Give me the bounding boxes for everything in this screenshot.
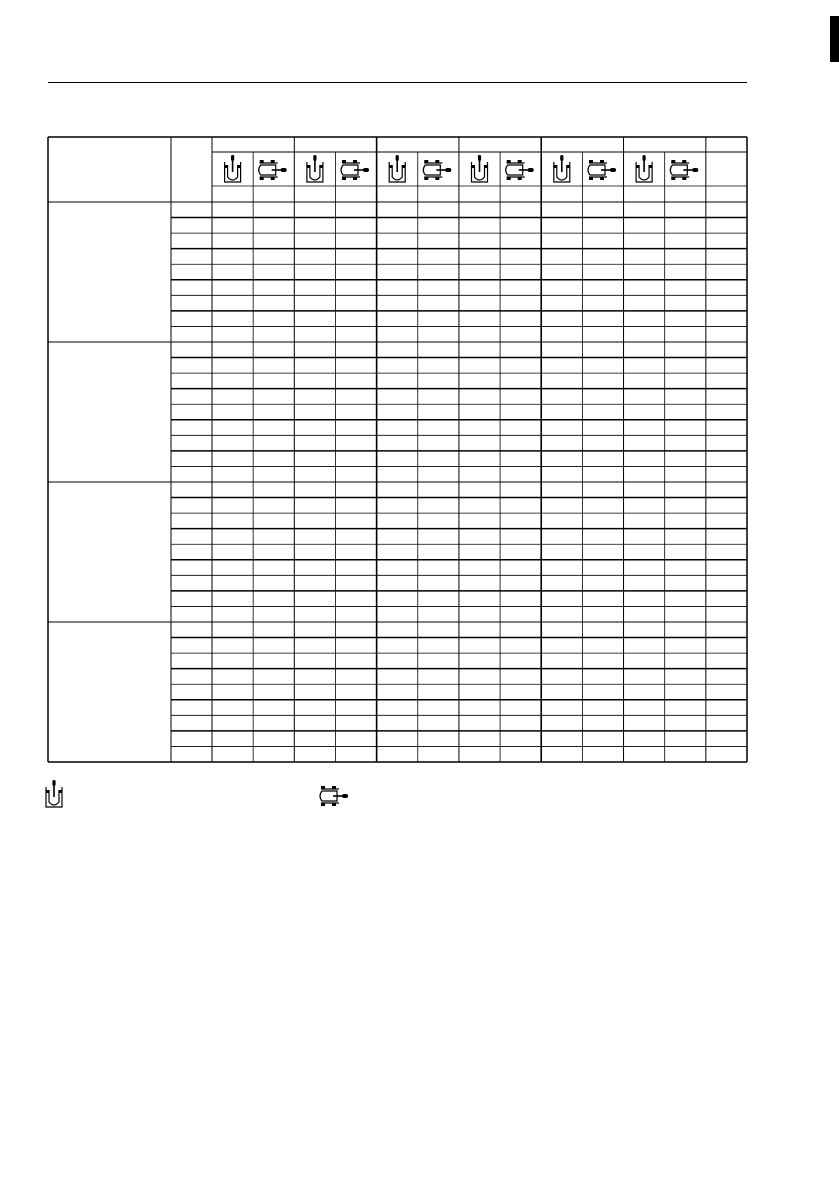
table-grid-lines	[48, 137, 747, 762]
upright-installation-icon	[472, 155, 488, 182]
horizontal-installation-icon	[259, 160, 287, 180]
upright-installation-icon	[636, 155, 652, 182]
upright-installation-icon	[389, 155, 405, 182]
horizontal-installation-icon	[506, 160, 534, 180]
upright-installation-icon	[42, 778, 66, 812]
upright-installation-icon	[225, 155, 241, 182]
upright-installation-icon	[554, 155, 570, 182]
horizontal-installation-icon	[588, 160, 616, 180]
table-header-icons	[225, 155, 699, 182]
horizontal-installation-icon	[670, 160, 698, 180]
horizontal-installation-icon	[423, 160, 451, 180]
upright-installation-icon	[307, 155, 323, 182]
horizontal-installation-icon	[316, 784, 354, 808]
horizontal-installation-icon	[341, 160, 369, 180]
